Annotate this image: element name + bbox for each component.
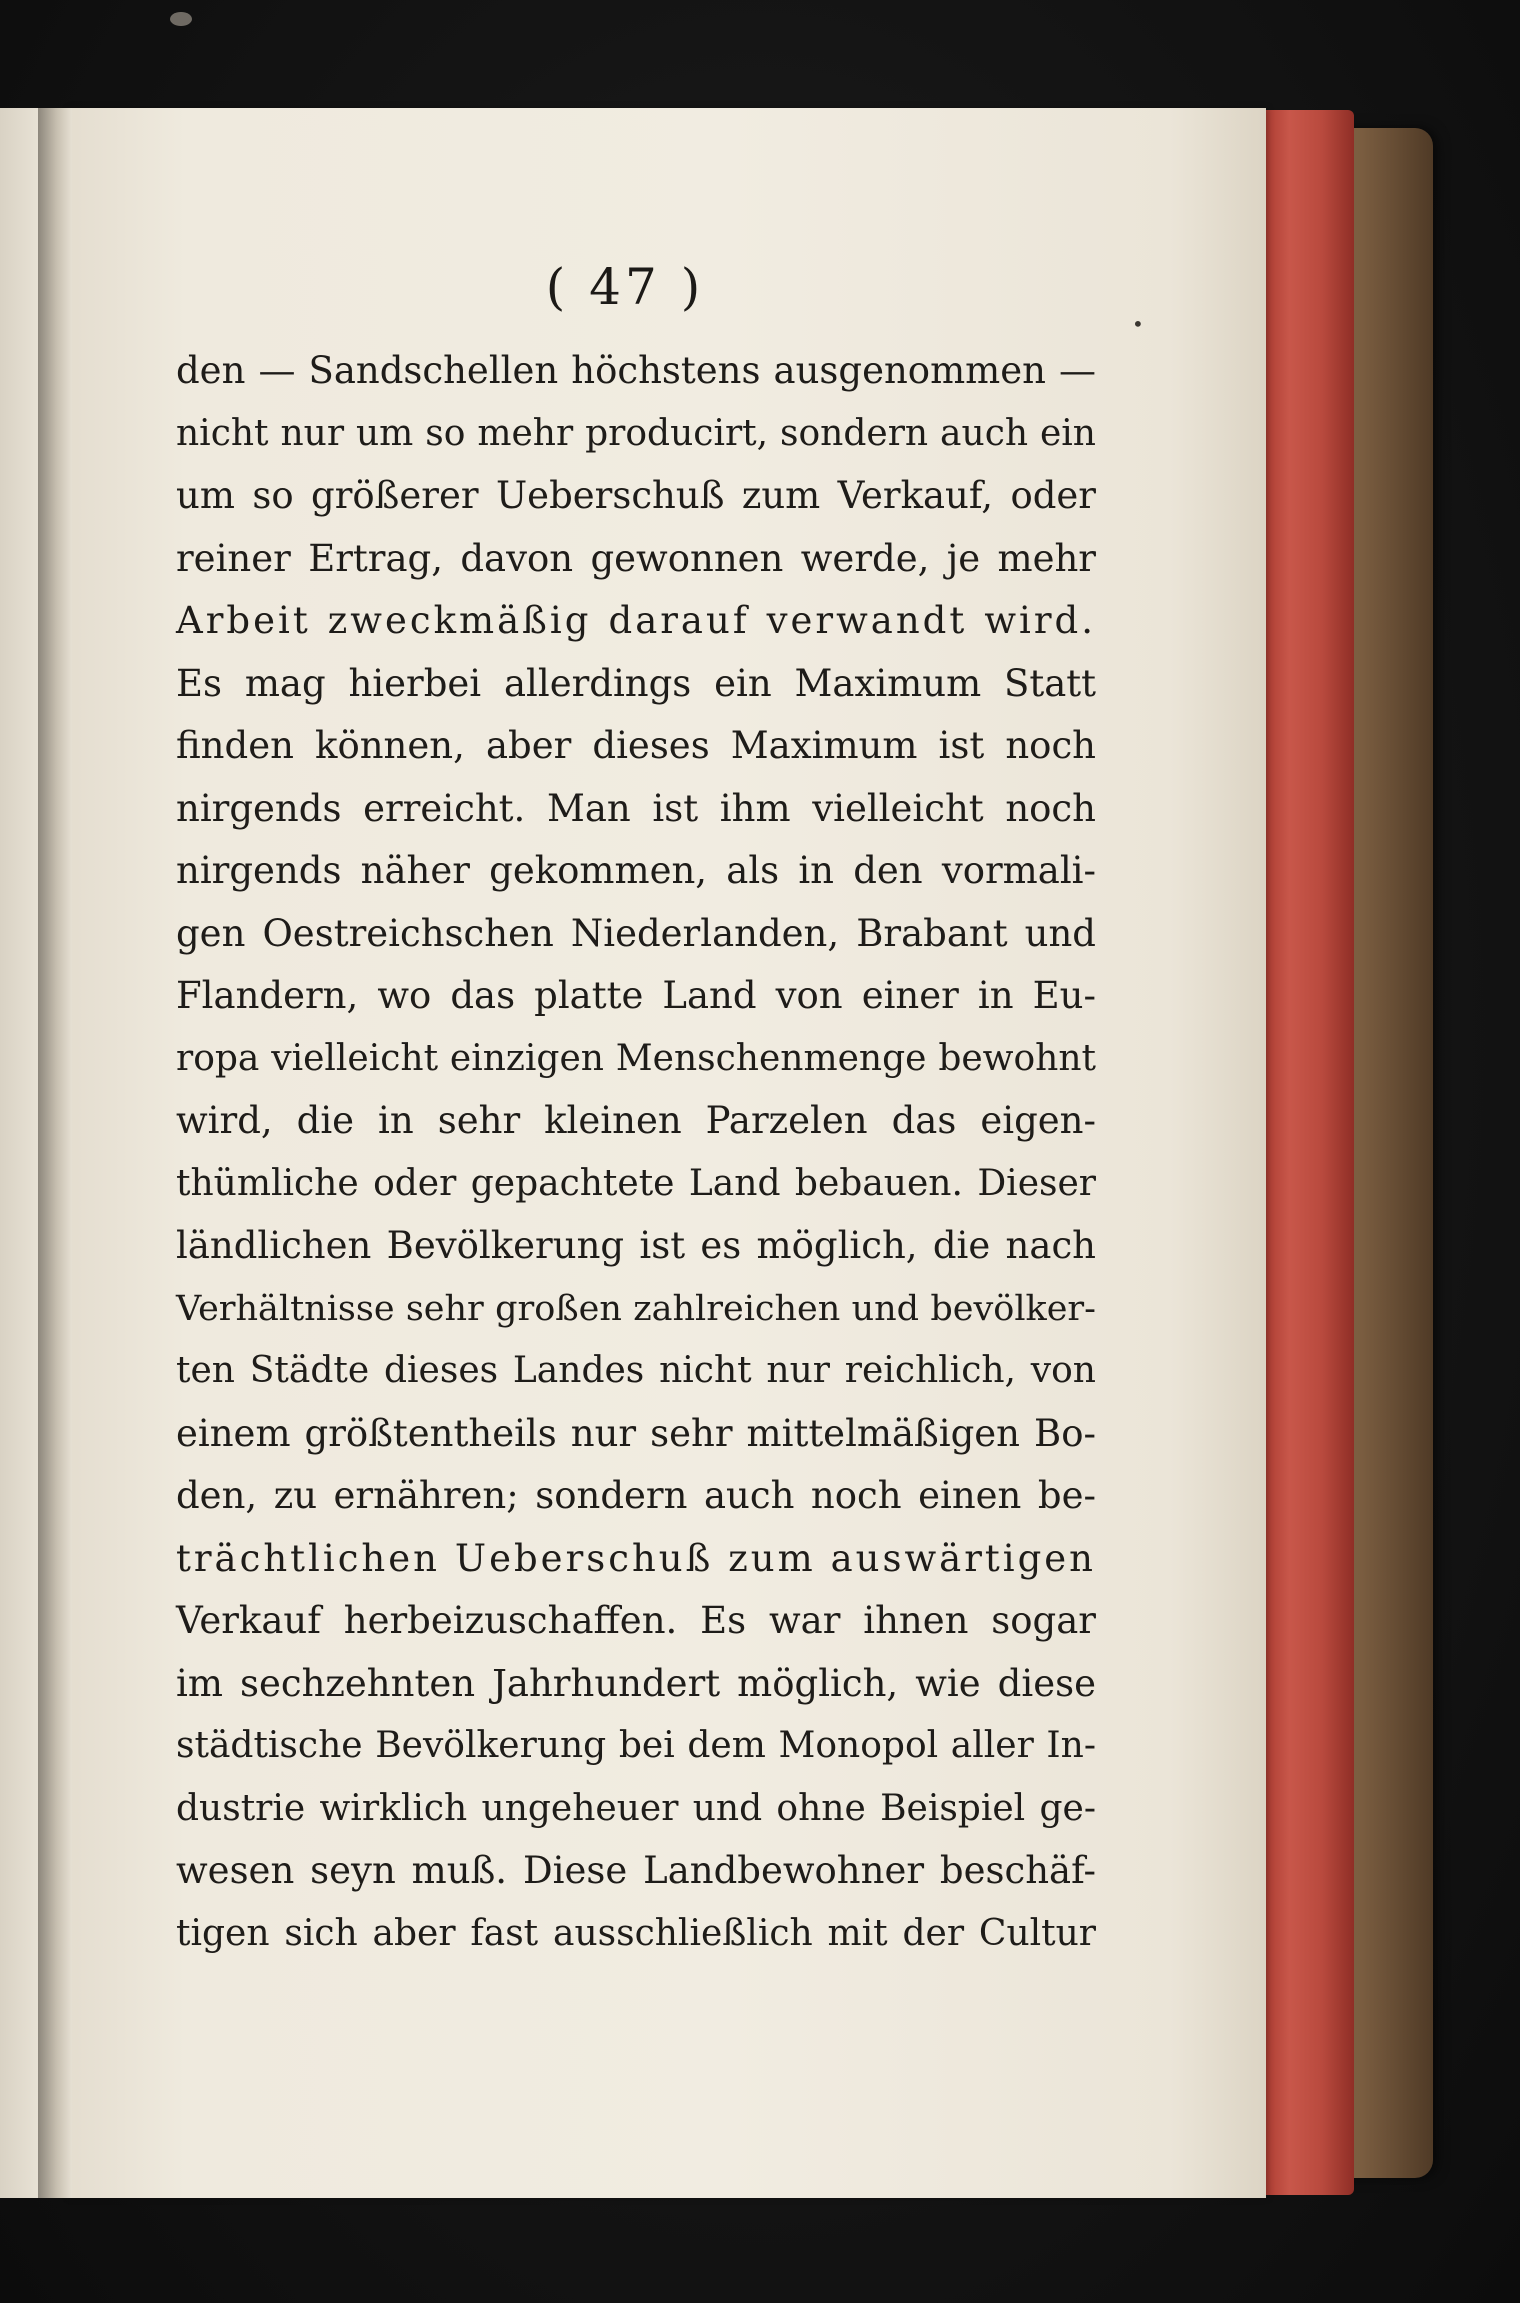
text-line-19: den, zu ernähren; sondern auch noch einen be- [176,1474,1096,1517]
red-page-edge [1262,110,1354,2195]
text-line-26: tigen sich aber fast ausschließlich mit der Cultur [176,1912,1096,1954]
page-gutter [38,108,72,2198]
text-line-15: ländlichen Bevölkerung ist es möglich, die nach [176,1224,1096,1267]
text-line-25: wesen seyn muß. Diese Landbewohner beschäf- [176,1849,1096,1892]
text-line-12: ropa vielleicht einzigen Menschenmenge bewohnt [176,1037,1096,1079]
text-line-11: Flandern, wo das platte Land von einer in Eu- [176,974,1096,1017]
text-line-1: den — Sandschellen höchstens ausgenommen — [176,349,1096,392]
page-number: ( 47 ) [545,258,705,316]
text-line-17: ten Städte dieses Landes nicht nur reichlich, von [176,1350,1096,1391]
text-line-13: wird, die in sehr kleinen Parzelen das eigen- [176,1099,1096,1142]
text-line-23: städtische Bevölkerung bei dem Monopol aller In- [176,1725,1096,1766]
text-line-7: finden können, aber dieses Maximum ist noch [176,724,1096,767]
background-speck [170,12,192,26]
text-line-14: thümliche oder gepachtete Land bebauen. Dieser [176,1162,1096,1204]
text-line-3: um so größerer Ueberschuß zum Verkauf, oder [176,474,1096,517]
text-line-16: Verhältnisse sehr großen zahlreichen und bevölker- [176,1288,1096,1329]
text-line-18: einem größtentheils nur sehr mittelmäßigen Bo- [176,1411,1096,1455]
text-line-24: dustrie wirklich ungeheuer und ohne Beispiel ge- [176,1787,1096,1829]
text-line-9: nirgends näher gekommen, als in den vormali- [176,849,1096,892]
text-line-4: reiner Ertrag, davon gewonnen werde, je mehr [176,536,1096,580]
text-line-10: gen Oestreichschen Niederlanden, Brabant und [176,911,1096,955]
body-text [176,340,1096,1960]
text-line-6: Es mag hierbei allerdings ein Maximum Statt [176,661,1096,705]
text-line-8: nirgends erreicht. Man ist ihm vielleicht noch [176,786,1096,830]
text-line-21: Verkauf herbeizuschaffen. Es war ihnen sogar [176,1599,1096,1642]
text-line-5: Arbeit zweckmäßig darauf verwandt wird. [176,599,1096,642]
text-line-2: nicht nur um so mehr producirt, sondern auch ein [176,412,1096,454]
text-line-20: trächtlichen Ueberschuß zum auswärtigen [176,1536,1096,1580]
text-line-22: im sechzehnten Jahrhundert möglich, wie diese [176,1661,1096,1705]
ink-mark: • [1132,312,1144,336]
